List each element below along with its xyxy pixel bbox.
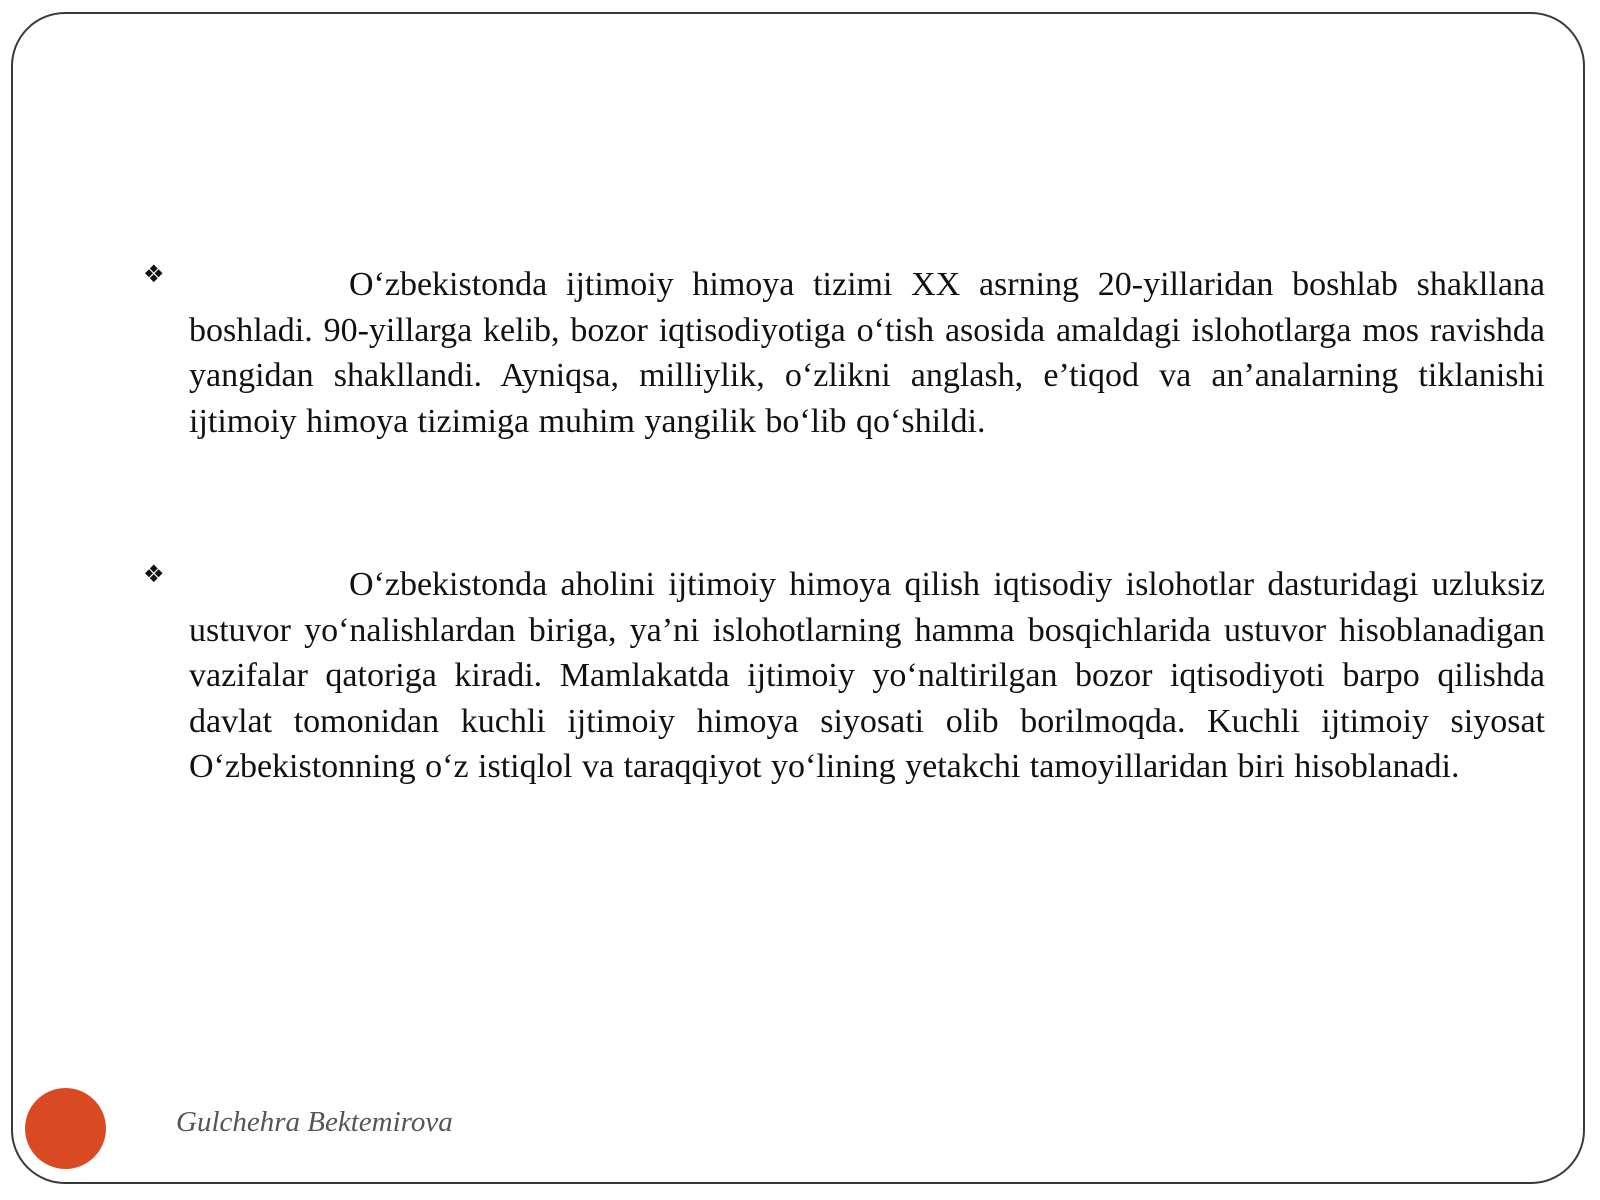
footer-orange-circle [25,1088,106,1169]
footer-author-name: Gulchehra Bektemirova [176,1106,453,1138]
paragraph-text-1: Oʻzbekistonda ijtimoiy himoya tizimi XX asrning 20-yillaridan boshlab shakllana boshladi. 90-yillarga kelib, bozor iqtisodiyotiga oʻtish asosida amaldagi islohotlarga mos ravishda yangidan shakllandi. Ayniqsa, milliylik, oʻzlikni anglash, e’tiqod va an’analarning tiklanishi ijtimoiy himoya tizimiga muhim yangilik boʻlib qoʻshildi. [189,266,1545,440]
diamond-bullet-icon: ❖ [143,260,165,288]
paragraph-text-2: Oʻzbekistonda aholini ijtimoiy himoya qilish iqtisodiy islohotlar dasturidagi uzluksiz ustuvor yoʻnalishlardan biriga, ya’ni islohotlarning hamma bosqichlarida ustuvor hisoblanadigan vazifalar qatoriga kiradi. Mamlakatda ijtimoiy yoʻnaltirilgan bozor iqtisodiyoti barpo qilishda davlat tomonidan kuchli ijtimoiy himoya siyosati olib borilmoqda. Kuchli ijtimoiy siyosat Oʻzbekistonning oʻz istiqlol va taraqqiyot yoʻlining yetakchi tamoyillaridan biri hisoblanadi. [189,566,1545,785]
bullet-paragraph-2 [143,562,1545,790]
diamond-bullet-icon: ❖ [143,560,165,588]
bullet-paragraph-1 [143,262,1545,444]
